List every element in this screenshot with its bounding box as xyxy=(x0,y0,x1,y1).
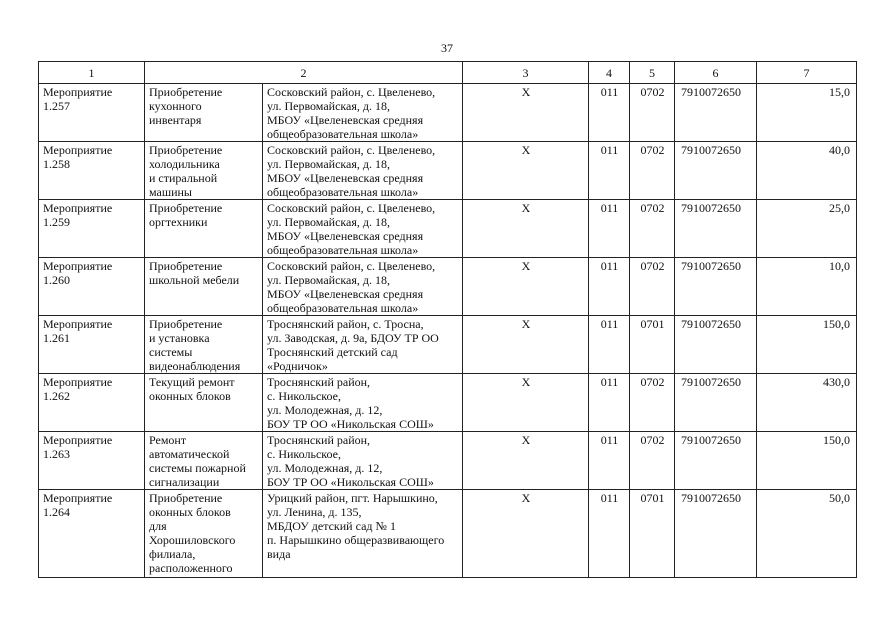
name-cell: Приобретение школьной мебели xyxy=(145,258,263,316)
col5-cell: 0702 xyxy=(630,200,675,258)
header-cell-5: 5 xyxy=(630,62,675,84)
header-row xyxy=(39,62,857,84)
name-cell: Приобретение и установка системы видеонаблюдения xyxy=(145,316,263,374)
col6-cell: 7910072650 xyxy=(675,432,757,490)
col4-cell: 011 xyxy=(589,200,630,258)
table-row xyxy=(39,84,857,142)
col3-cell: Х xyxy=(463,374,589,432)
header-cell-1: 1 xyxy=(39,62,145,84)
budget-table xyxy=(38,61,857,578)
table-row xyxy=(39,258,857,316)
address-cell: Троснянский район, с. Никольское, ул. Молодежная, д. 12, БОУ ТР ОО «Никольская СОШ» xyxy=(263,432,463,490)
name-cell: Ремонт автоматической системы пожарной сигнализации xyxy=(145,432,263,490)
col4-cell: 011 xyxy=(589,258,630,316)
col3-cell: Х xyxy=(463,258,589,316)
table-row xyxy=(39,490,857,578)
address-cell: Троснянский район, с. Тросна, ул. Заводская, д. 9а, БДОУ ТР ОО Троснянский детский сад «Родничок» xyxy=(263,316,463,374)
name-cell: Приобретение оргтехники xyxy=(145,200,263,258)
col3-cell: Х xyxy=(463,84,589,142)
col7-cell: 50,0 xyxy=(757,490,857,578)
col5-cell: 0702 xyxy=(630,84,675,142)
name-cell: Приобретение кухонного инвентаря xyxy=(145,84,263,142)
table-row xyxy=(39,142,857,200)
measure-cell: Мероприятие 1.263 xyxy=(39,432,145,490)
table-row xyxy=(39,200,857,258)
measure-cell: Мероприятие 1.259 xyxy=(39,200,145,258)
col6-cell: 7910072650 xyxy=(675,374,757,432)
header-cell-2: 2 xyxy=(145,62,463,84)
name-cell: Приобретение холодильника и стиральной машины xyxy=(145,142,263,200)
measure-cell: Мероприятие 1.260 xyxy=(39,258,145,316)
header-cell-4: 4 xyxy=(589,62,630,84)
col3-cell: Х xyxy=(463,432,589,490)
col5-cell: 0701 xyxy=(630,316,675,374)
col5-cell: 0702 xyxy=(630,432,675,490)
col5-cell: 0702 xyxy=(630,258,675,316)
col6-cell: 7910072650 xyxy=(675,84,757,142)
col4-cell: 011 xyxy=(589,490,630,578)
col7-cell: 150,0 xyxy=(757,432,857,490)
col4-cell: 011 xyxy=(589,432,630,490)
address-cell: Сосковский район, с. Цвеленево, ул. Первомайская, д. 18, МБОУ «Цвеленевская средняя общеобразовательная школа» xyxy=(263,200,463,258)
col7-cell: 15,0 xyxy=(757,84,857,142)
address-cell: Сосковский район, с. Цвеленево, ул. Первомайская, д. 18, МБОУ «Цвеленевская средняя общеобразовательная школа» xyxy=(263,258,463,316)
header-cell-7: 7 xyxy=(757,62,857,84)
col6-cell: 7910072650 xyxy=(675,316,757,374)
col3-cell: Х xyxy=(463,200,589,258)
measure-cell: Мероприятие 1.262 xyxy=(39,374,145,432)
name-cell: Текущий ремонт оконных блоков xyxy=(145,374,263,432)
address-cell: Сосковский район, с. Цвеленево, ул. Первомайская, д. 18, МБОУ «Цвеленевская средняя общеобразовательная школа» xyxy=(263,142,463,200)
col7-cell: 10,0 xyxy=(757,258,857,316)
col7-cell: 430,0 xyxy=(757,374,857,432)
col3-cell: Х xyxy=(463,490,589,578)
col5-cell: 0701 xyxy=(630,490,675,578)
col7-cell: 150,0 xyxy=(757,316,857,374)
col4-cell: 011 xyxy=(589,316,630,374)
table-row xyxy=(39,432,857,490)
name-cell: Приобретение оконных блоков для Хорошиловского филиала, расположенного xyxy=(145,490,263,578)
col7-cell: 25,0 xyxy=(757,200,857,258)
col3-cell: Х xyxy=(463,316,589,374)
table-row xyxy=(39,316,857,374)
col4-cell: 011 xyxy=(589,84,630,142)
page-number: 37 xyxy=(441,41,453,55)
col3-cell: Х xyxy=(463,142,589,200)
col6-cell: 7910072650 xyxy=(675,200,757,258)
table-row xyxy=(39,374,857,432)
col4-cell: 011 xyxy=(589,142,630,200)
measure-cell: Мероприятие 1.264 xyxy=(39,490,145,578)
header-cell-3: 3 xyxy=(463,62,589,84)
col7-cell: 40,0 xyxy=(757,142,857,200)
measure-cell: Мероприятие 1.258 xyxy=(39,142,145,200)
measure-cell: Мероприятие 1.257 xyxy=(39,84,145,142)
address-cell: Урицкий район, пгт. Нарышкино, ул. Ленина, д. 135, МБДОУ детский сад № 1 п. Нарышкино общеразвивающего вида xyxy=(263,490,463,578)
col6-cell: 7910072650 xyxy=(675,142,757,200)
address-cell: Сосковский район, с. Цвеленево, ул. Первомайская, д. 18, МБОУ «Цвеленевская средняя общеобразовательная школа» xyxy=(263,84,463,142)
header-cell-6: 6 xyxy=(675,62,757,84)
address-cell: Троснянский район, с. Никольское, ул. Молодежная, д. 12, БОУ ТР ОО «Никольская СОШ» xyxy=(263,374,463,432)
col6-cell: 7910072650 xyxy=(675,490,757,578)
col6-cell: 7910072650 xyxy=(675,258,757,316)
measure-cell: Мероприятие 1.261 xyxy=(39,316,145,374)
col4-cell: 011 xyxy=(589,374,630,432)
col5-cell: 0702 xyxy=(630,374,675,432)
col5-cell: 0702 xyxy=(630,142,675,200)
